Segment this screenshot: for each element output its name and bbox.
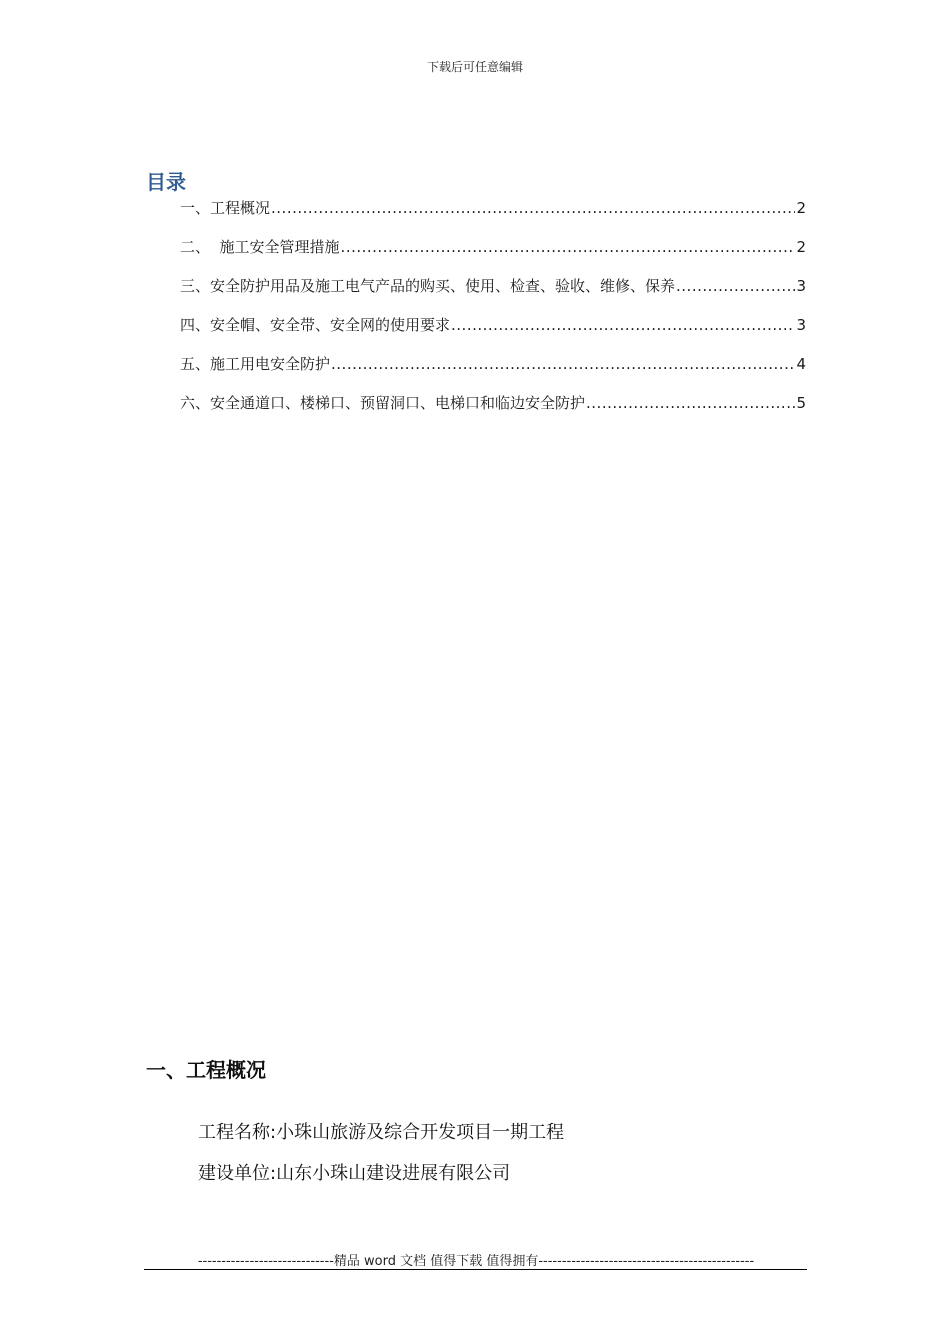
toc-leader-dots — [271, 199, 795, 217]
table-of-contents — [180, 197, 806, 431]
toc-entry-1[interactable] — [180, 197, 806, 236]
toc-entry-text: 四、安全帽、安全带、安全网的使用要求 — [180, 316, 451, 334]
toc-leader-dots — [586, 394, 795, 412]
toc-leader-dots — [341, 238, 796, 256]
toc-entry-4[interactable] — [180, 314, 806, 353]
toc-entry-text: 五、施工用电安全防护 — [180, 355, 331, 373]
toc-entry-page: 4 — [796, 355, 806, 373]
toc-entry-2[interactable] — [180, 236, 806, 275]
toc-entry-page: 5 — [796, 394, 806, 412]
toc-entry-text: 六、安全通道口、楼梯口、预留洞口、电梯口和临边安全防护 — [180, 394, 586, 412]
toc-entry-text: 二、 施工安全管理措施 — [180, 238, 340, 256]
page-footer: -----------------------------精品 word 文档 值得下载 值得拥有---------------------------------------------- — [197, 1254, 755, 1269]
page-header: 下载后可任意编辑 — [426, 60, 523, 74]
builder-line: 建设单位:山东小珠山建设进展有限公司 — [198, 1163, 511, 1184]
toc-entry-page: 2 — [796, 199, 806, 217]
toc-entry-page: 3 — [796, 277, 806, 295]
toc-entry-3[interactable] — [180, 275, 806, 314]
toc-entry-page: 3 — [796, 316, 806, 334]
toc-leader-dots — [676, 277, 795, 295]
footer-divider — [144, 1269, 807, 1270]
toc-entry-text: 三、安全防护用品及施工电气产品的购买、使用、检查、验收、维修、保养 — [180, 277, 676, 295]
toc-leader-dots — [331, 355, 795, 373]
toc-entry-5[interactable] — [180, 353, 806, 392]
section-heading: 一、工程概况 — [146, 1058, 266, 1082]
toc-entry-page: 2 — [796, 238, 806, 256]
toc-entry-6[interactable] — [180, 392, 806, 431]
toc-title: 目录 — [146, 170, 186, 194]
project-name-line: 工程名称:小珠山旅游及综合开发项目一期工程 — [198, 1122, 565, 1143]
toc-entry-text: 一、工程概况 — [180, 199, 271, 217]
toc-leader-dots — [451, 316, 795, 334]
